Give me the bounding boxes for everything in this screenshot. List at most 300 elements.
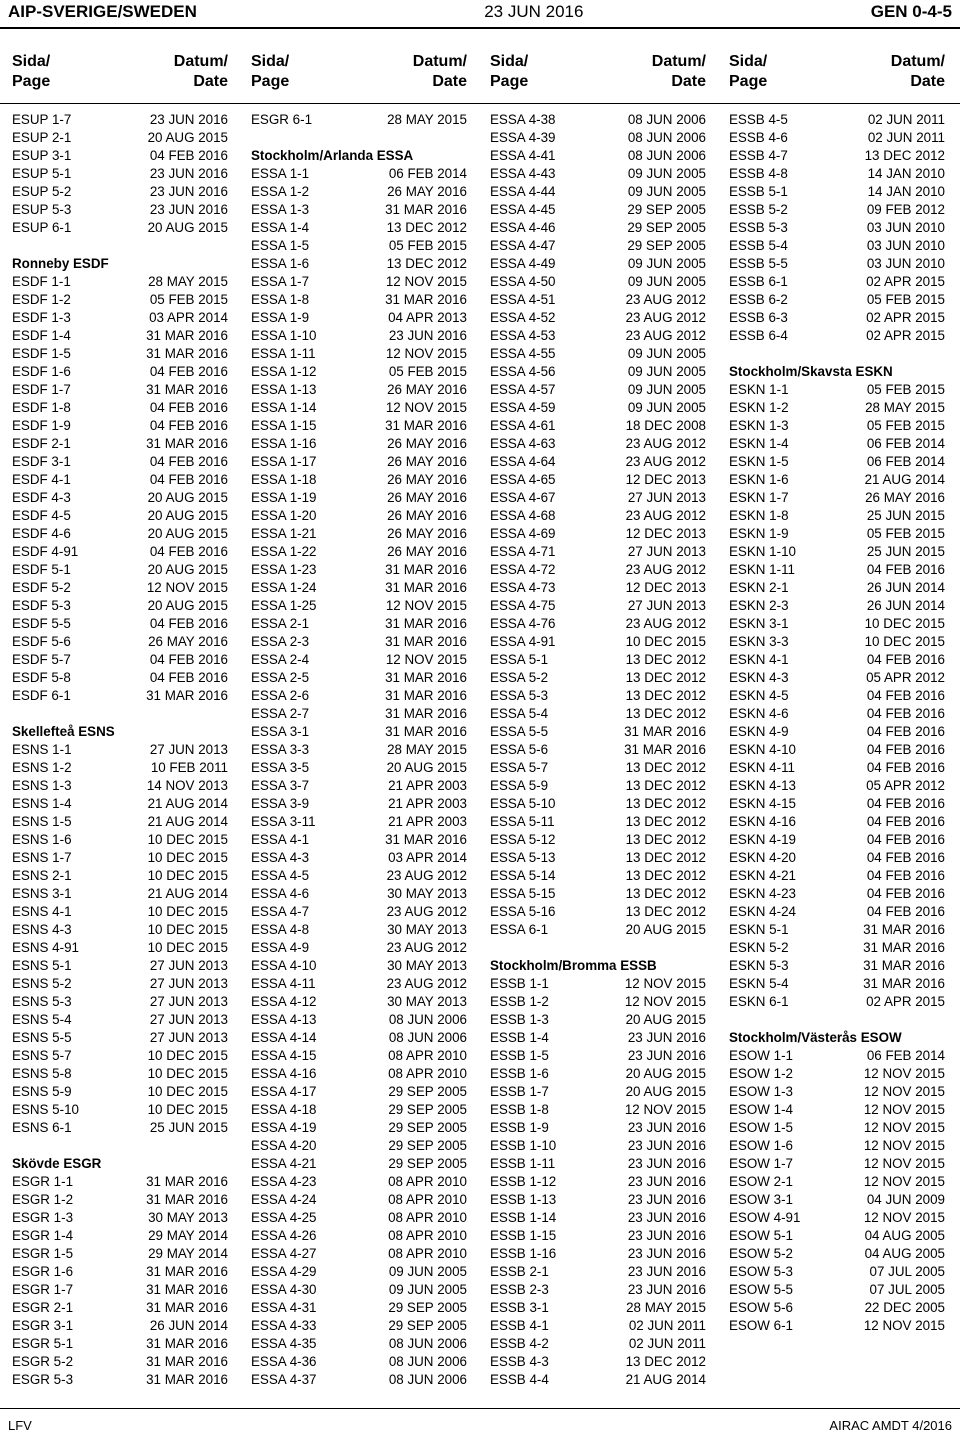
checklist-row (490, 1101, 706, 1119)
checklist-row (251, 183, 467, 201)
page-ref: ESSA 4-12 (251, 994, 317, 1009)
effective-date: 09 JUN 2005 (627, 166, 706, 181)
page-ref: ESOW 1-7 (729, 1156, 793, 1171)
page-ref: ESGR 5-1 (12, 1336, 74, 1351)
page-ref: ESSA 1-17 (251, 454, 317, 469)
page-ref: ESGR 3-1 (12, 1318, 74, 1333)
page-ref: ESSA 2-7 (251, 706, 310, 721)
checklist-row (490, 435, 706, 453)
page-ref: ESNS 1-7 (12, 850, 72, 865)
date-label-sv: Datum/ (173, 53, 228, 70)
page-ref: ESSA 4-33 (251, 1318, 317, 1333)
effective-date: 13 DEC 2012 (625, 760, 706, 775)
page-ref: ESSA 1-4 (251, 220, 310, 235)
page-ref: ESSA 4-21 (251, 1156, 317, 1171)
effective-date: 06 FEB 2014 (388, 166, 467, 181)
checklist-row (490, 813, 706, 831)
page-ref: ESSA 6-1 (490, 922, 549, 937)
effective-date: 04 FEB 2016 (866, 760, 945, 775)
effective-date: 25 JUN 2015 (866, 544, 945, 559)
effective-date: 30 MAY 2013 (387, 922, 467, 937)
effective-date: 31 MAR 2016 (146, 1264, 228, 1279)
effective-date: 28 MAY 2015 (387, 742, 467, 757)
effective-date: 20 AUG 2015 (147, 220, 228, 235)
checklist-row (490, 921, 706, 939)
page-ref: ESKN 4-3 (729, 670, 789, 685)
effective-date: 29 SEP 2005 (388, 1300, 467, 1315)
checklist-row (729, 597, 945, 615)
effective-date: 04 AUG 2005 (864, 1246, 945, 1261)
effective-date: 02 APR 2015 (866, 274, 945, 289)
effective-date: 29 SEP 2005 (627, 220, 706, 235)
checklist-row (490, 1047, 706, 1065)
checklist-row (251, 1011, 467, 1029)
checklist-row (729, 849, 945, 867)
checklist-row (490, 309, 706, 327)
checklist-row (729, 435, 945, 453)
effective-date: 13 DEC 2012 (625, 814, 706, 829)
section-spacer (251, 129, 467, 147)
page-ref: ESNS 3-1 (12, 886, 72, 901)
checklist-row (12, 1299, 228, 1317)
checklist-row (729, 813, 945, 831)
effective-date: 08 JUN 2006 (627, 148, 706, 163)
checklist-row (490, 867, 706, 885)
page-ref: ESKN 4-1 (729, 652, 789, 667)
effective-date: 31 MAR 2016 (385, 724, 467, 739)
effective-date: 12 NOV 2015 (863, 1156, 945, 1171)
effective-date: 10 DEC 2015 (147, 868, 228, 883)
checklist-row (490, 129, 706, 147)
effective-date: 04 AUG 2005 (864, 1228, 945, 1243)
page-ref: ESGR 5-2 (12, 1354, 74, 1369)
page-ref: ESSA 4-55 (490, 346, 556, 361)
effective-date: 13 DEC 2012 (625, 1354, 706, 1369)
page-ref: ESSA 3-3 (251, 742, 310, 757)
page-label-sv: Sida/ (490, 53, 529, 70)
page-ref: ESSB 1-16 (490, 1246, 557, 1261)
checklist-row (12, 777, 228, 795)
page-ref: ESSB 1-11 (490, 1156, 556, 1171)
page-ref: ESKN 2-3 (729, 598, 789, 613)
page-ref: ESOW 5-5 (729, 1282, 793, 1297)
effective-date: 04 JUN 2009 (866, 1192, 945, 1207)
checklist-row (251, 309, 467, 327)
effective-date: 14 JAN 2010 (867, 184, 945, 199)
effective-date: 23 AUG 2012 (625, 292, 706, 307)
checklist-row (490, 219, 706, 237)
checklist-row (490, 543, 706, 561)
effective-date: 30 MAY 2013 (387, 994, 467, 1009)
checklist-row (729, 687, 945, 705)
page-ref: ESKN 4-9 (729, 724, 789, 739)
checklist-row (251, 633, 467, 651)
effective-date: 12 NOV 2015 (624, 976, 706, 991)
page-ref: ESSA 1-21 (251, 526, 317, 541)
page-ref: ESSB 5-5 (729, 256, 788, 271)
checklist-row (729, 201, 945, 219)
checklist-row (251, 1227, 467, 1245)
effective-date: 02 APR 2015 (866, 310, 945, 325)
page-ref: ESUP 5-3 (12, 202, 72, 217)
page-ref: ESSA 5-10 (490, 796, 556, 811)
page-ref: ESSB 1-14 (490, 1210, 557, 1225)
page-ref: ESNS 6-1 (12, 1120, 72, 1135)
checklist-row (12, 885, 228, 903)
checklist-row (490, 687, 706, 705)
page-ref: ESDF 4-91 (12, 544, 79, 559)
checklist-row (251, 1263, 467, 1281)
checklist-row (729, 1101, 945, 1119)
checklist-row (12, 1245, 228, 1263)
effective-date: 10 DEC 2015 (864, 634, 945, 649)
effective-date: 08 JUN 2006 (388, 1336, 467, 1351)
effective-date: 31 MAR 2016 (146, 436, 228, 451)
effective-date: 04 FEB 2016 (149, 472, 228, 487)
checklist-row (490, 345, 706, 363)
checklist-row (490, 1281, 706, 1299)
page-ref: ESSA 1-23 (251, 562, 317, 577)
page-ref: ESSA 3-5 (251, 760, 310, 775)
effective-date: 20 AUG 2015 (147, 526, 228, 541)
effective-date: 23 AUG 2012 (625, 562, 706, 577)
effective-date: 20 AUG 2015 (625, 1066, 706, 1081)
checklist-row (251, 615, 467, 633)
page-ref: ESSA 1-9 (251, 310, 310, 325)
checklist-row (12, 831, 228, 849)
effective-date: 26 JUN 2014 (149, 1318, 228, 1333)
checklist-row (251, 1119, 467, 1137)
effective-date: 30 MAY 2013 (387, 886, 467, 901)
effective-date: 04 FEB 2016 (866, 796, 945, 811)
checklist-row (490, 327, 706, 345)
effective-date: 18 DEC 2008 (625, 418, 706, 433)
effective-date: 21 AUG 2014 (625, 1372, 706, 1387)
page-ref: ESGR 1-7 (12, 1282, 74, 1297)
checklist-row (251, 669, 467, 687)
checklist-row (490, 1263, 706, 1281)
effective-date: 31 MAR 2016 (863, 976, 945, 991)
effective-date: 12 NOV 2015 (863, 1174, 945, 1189)
footer-rule (0, 1408, 960, 1409)
effective-date: 29 SEP 2005 (388, 1318, 467, 1333)
checklist-row (729, 273, 945, 291)
checklist-row (251, 1209, 467, 1227)
page-ref: ESOW 1-3 (729, 1084, 793, 1099)
checklist-row (251, 345, 467, 363)
effective-date: 20 AUG 2015 (625, 922, 706, 937)
page-ref: ESSA 1-20 (251, 508, 317, 523)
page-ref: ESSA 1-18 (251, 472, 317, 487)
page-ref: ESGR 1-6 (12, 1264, 74, 1279)
checklist-row (729, 1191, 945, 1209)
checklist-row (12, 453, 228, 471)
checklist-row (729, 1119, 945, 1137)
effective-date: 26 MAY 2016 (387, 508, 467, 523)
checklist-row (490, 993, 706, 1011)
checklist-row (251, 741, 467, 759)
checklist-row (729, 633, 945, 651)
page-ref: ESDF 1-2 (12, 292, 71, 307)
effective-date: 13 DEC 2012 (386, 256, 467, 271)
issue-date: 23 JUN 2016 (484, 2, 584, 21)
effective-date: 27 JUN 2013 (149, 976, 228, 991)
effective-date: 31 MAR 2016 (863, 958, 945, 973)
page-ref: ESSA 5-9 (490, 778, 549, 793)
effective-date: 31 MAR 2016 (146, 382, 228, 397)
effective-date: 05 FEB 2015 (388, 238, 467, 253)
page-ref: ESSB 5-4 (729, 238, 788, 253)
checklist-row (12, 525, 228, 543)
page-ref: ESNS 1-3 (12, 778, 72, 793)
checklist-row (251, 867, 467, 885)
checklist-row (12, 1353, 228, 1371)
effective-date: 29 SEP 2005 (388, 1120, 467, 1135)
page-ref: ESKN 4-20 (729, 850, 796, 865)
page-ref: ESSB 5-2 (729, 202, 788, 217)
effective-date: 08 JUN 2006 (627, 112, 706, 127)
checklist-row (251, 813, 467, 831)
page-ref: ESSA 4-6 (251, 886, 310, 901)
checklist-row (12, 687, 228, 705)
effective-date: 20 AUG 2015 (625, 1084, 706, 1099)
page-ref: ESDF 5-7 (12, 652, 71, 667)
effective-date: 04 FEB 2016 (149, 652, 228, 667)
effective-date: 28 MAY 2015 (626, 1300, 706, 1315)
checklist-row (729, 777, 945, 795)
checklist-row (729, 615, 945, 633)
effective-date: 05 FEB 2015 (866, 526, 945, 541)
checklist-row (12, 993, 228, 1011)
checklist-row (490, 1029, 706, 1047)
page-ref: ESSA 4-23 (251, 1174, 317, 1189)
effective-date: 23 JUN 2016 (627, 1048, 706, 1063)
effective-date: 31 MAR 2016 (624, 742, 706, 757)
page-ref: ESOW 1-5 (729, 1120, 793, 1135)
effective-date: 12 DEC 2013 (625, 526, 706, 541)
effective-date: 28 MAY 2015 (148, 274, 228, 289)
checklist-row (729, 471, 945, 489)
checklist-row (251, 579, 467, 597)
page-ref: ESDF 1-1 (12, 274, 71, 289)
effective-date: 09 JUN 2005 (388, 1264, 467, 1279)
effective-date: 20 AUG 2015 (147, 130, 228, 145)
checklist-row (12, 813, 228, 831)
effective-date: 26 JUN 2014 (866, 580, 945, 595)
checklist-row (251, 1137, 467, 1155)
effective-date: 31 MAR 2016 (146, 1300, 228, 1315)
effective-date: 13 DEC 2012 (864, 148, 945, 163)
effective-date: 10 DEC 2015 (625, 634, 706, 649)
checklist-row (490, 1227, 706, 1245)
section-spacer (729, 345, 945, 363)
checklist-row (251, 525, 467, 543)
effective-date: 31 MAR 2016 (385, 562, 467, 577)
page-label-sv: Sida/ (251, 53, 290, 70)
checklist-row (251, 237, 467, 255)
effective-date: 31 MAR 2016 (385, 202, 467, 217)
effective-date: 23 JUN 2016 (627, 1174, 706, 1189)
page-ref: ESDF 1-5 (12, 346, 71, 361)
checklist-row (12, 1011, 228, 1029)
effective-date: 23 AUG 2012 (386, 904, 467, 919)
checklist-row (729, 165, 945, 183)
checklist-row (12, 381, 228, 399)
page-ref: ESDF 4-3 (12, 490, 71, 505)
checklist-row (12, 147, 228, 165)
page-ref: ESKN 1-7 (729, 490, 789, 505)
effective-date: 26 MAY 2016 (387, 544, 467, 559)
page-ref: ESNS 5-8 (12, 1066, 72, 1081)
checklist-row (490, 579, 706, 597)
checklist-row (490, 903, 706, 921)
effective-date: 27 JUN 2013 (149, 1012, 228, 1027)
checklist-row (251, 1281, 467, 1299)
checklist-row (12, 1047, 228, 1065)
checklist-row (251, 1155, 467, 1173)
effective-date: 03 APR 2014 (388, 850, 467, 865)
checklist-row (251, 273, 467, 291)
effective-date: 28 MAY 2015 (387, 112, 467, 127)
page-ref: ESNS 4-1 (12, 904, 72, 919)
checklist-row (251, 939, 467, 957)
effective-date: 23 AUG 2012 (386, 940, 467, 955)
checklist-row (490, 201, 706, 219)
checklist-row (490, 525, 706, 543)
effective-date: 26 MAY 2016 (387, 436, 467, 451)
page-ref: ESSB 1-6 (490, 1066, 549, 1081)
checklist-row (490, 1371, 706, 1389)
page-ref: ESKN 1-5 (729, 454, 789, 469)
effective-date: 04 FEB 2016 (866, 886, 945, 901)
page-ref: ESOW 5-1 (729, 1228, 793, 1243)
checklist-row (12, 1263, 228, 1281)
page-ref: ESSA 5-6 (490, 742, 549, 757)
effective-date: 28 MAY 2015 (865, 400, 945, 415)
page-header (8, 0, 952, 24)
page-ref: ESSA 4-5 (251, 868, 310, 883)
page-ref: ESSA 4-63 (490, 436, 556, 451)
effective-date: 30 MAY 2013 (148, 1210, 228, 1225)
effective-date: 31 MAR 2016 (385, 292, 467, 307)
effective-date: 10 DEC 2015 (147, 832, 228, 847)
effective-date: 12 NOV 2015 (385, 652, 467, 667)
checklist-row (12, 201, 228, 219)
checklist-row (490, 183, 706, 201)
page-ref: ESSA 4-47 (490, 238, 556, 253)
checklist-row (251, 1299, 467, 1317)
effective-date: 12 NOV 2015 (863, 1138, 945, 1153)
effective-date: 12 NOV 2015 (624, 1102, 706, 1117)
effective-date: 04 FEB 2016 (149, 418, 228, 433)
checklist-row (251, 921, 467, 939)
effective-date: 23 AUG 2012 (625, 310, 706, 325)
page-ref: ESSA 5-11 (490, 814, 555, 829)
effective-date: 23 JUN 2016 (149, 112, 228, 127)
page-ref: ESSA 4-24 (251, 1192, 317, 1207)
effective-date: 27 JUN 2013 (627, 490, 706, 505)
page-ref: ESNS 4-3 (12, 922, 72, 937)
effective-date: 23 JUN 2016 (627, 1192, 706, 1207)
page-ref: ESOW 1-2 (729, 1066, 793, 1081)
checklist-row (490, 831, 706, 849)
checklist-row (490, 1083, 706, 1101)
effective-date: 31 MAR 2016 (385, 634, 467, 649)
page-ref: ESSB 4-3 (490, 1354, 549, 1369)
effective-date: 03 JUN 2010 (866, 256, 945, 271)
page-ref: ESSA 4-35 (251, 1336, 317, 1351)
checklist-row (490, 237, 706, 255)
page-ref: ESKN 3-3 (729, 634, 789, 649)
checklist-row (490, 273, 706, 291)
checklist-row (251, 327, 467, 345)
effective-date: 26 MAY 2016 (387, 526, 467, 541)
checklist-row (251, 255, 467, 273)
page-ref: ESSB 3-1 (490, 1300, 549, 1315)
effective-date: 21 APR 2003 (388, 796, 467, 811)
page-ref: ESSA 4-76 (490, 616, 556, 631)
effective-date: 04 FEB 2016 (149, 148, 228, 163)
checklist-row (490, 975, 706, 993)
effective-date: 27 JUN 2013 (149, 1030, 228, 1045)
page-ref: ESGR 6-1 (251, 112, 313, 127)
checklist-row (729, 561, 945, 579)
effective-date: 06 FEB 2014 (866, 1048, 945, 1063)
effective-date: 05 FEB 2015 (866, 382, 945, 397)
page-ref: ESSA 4-57 (490, 382, 556, 397)
page-ref: ESKN 4-21 (729, 868, 796, 883)
aerodrome-heading: Stockholm/Arlanda ESSA (251, 148, 414, 163)
effective-date: 04 FEB 2016 (866, 562, 945, 577)
effective-date: 21 AUG 2014 (147, 814, 228, 829)
page-ref: ESSA 4-10 (251, 958, 317, 973)
page-ref: ESSB 1-5 (490, 1048, 549, 1063)
page-ref: ESDF 1-7 (12, 382, 71, 397)
page-ref: ESSA 4-25 (251, 1210, 317, 1225)
checklist-row (729, 867, 945, 885)
effective-date: 20 AUG 2015 (147, 598, 228, 613)
effective-date: 31 MAR 2016 (863, 922, 945, 937)
effective-date: 26 MAY 2016 (387, 454, 467, 469)
effective-date: 30 MAY 2013 (387, 958, 467, 973)
effective-date: 12 NOV 2015 (385, 598, 467, 613)
checklist-row (251, 723, 467, 741)
checklist-row (251, 111, 467, 129)
page-ref: ESOW 4-91 (729, 1210, 801, 1225)
page-ref: ESSA 4-45 (490, 202, 556, 217)
page-ref: ESSA 4-69 (490, 526, 556, 541)
page-ref: ESSA 4-51 (490, 292, 556, 307)
page-ref: ESKN 1-10 (729, 544, 796, 559)
checklist-row (251, 435, 467, 453)
checklist-row (12, 1029, 228, 1047)
effective-date: 21 APR 2003 (388, 778, 467, 793)
checklist-row (729, 705, 945, 723)
checklist-row (12, 543, 228, 561)
checklist-row (490, 741, 706, 759)
page-ref: ESSB 4-5 (729, 112, 788, 127)
checklist-row (12, 579, 228, 597)
effective-date: 04 FEB 2016 (149, 400, 228, 415)
checklist-row (12, 741, 228, 759)
effective-date: 27 JUN 2013 (627, 544, 706, 559)
effective-date: 23 AUG 2012 (625, 454, 706, 469)
checklist-row (251, 597, 467, 615)
page-ref: ESSB 4-1 (490, 1318, 549, 1333)
page-ref: ESSA 3-11 (251, 814, 316, 829)
page-ref: ESSB 1-9 (490, 1120, 549, 1135)
checklist-row (490, 453, 706, 471)
